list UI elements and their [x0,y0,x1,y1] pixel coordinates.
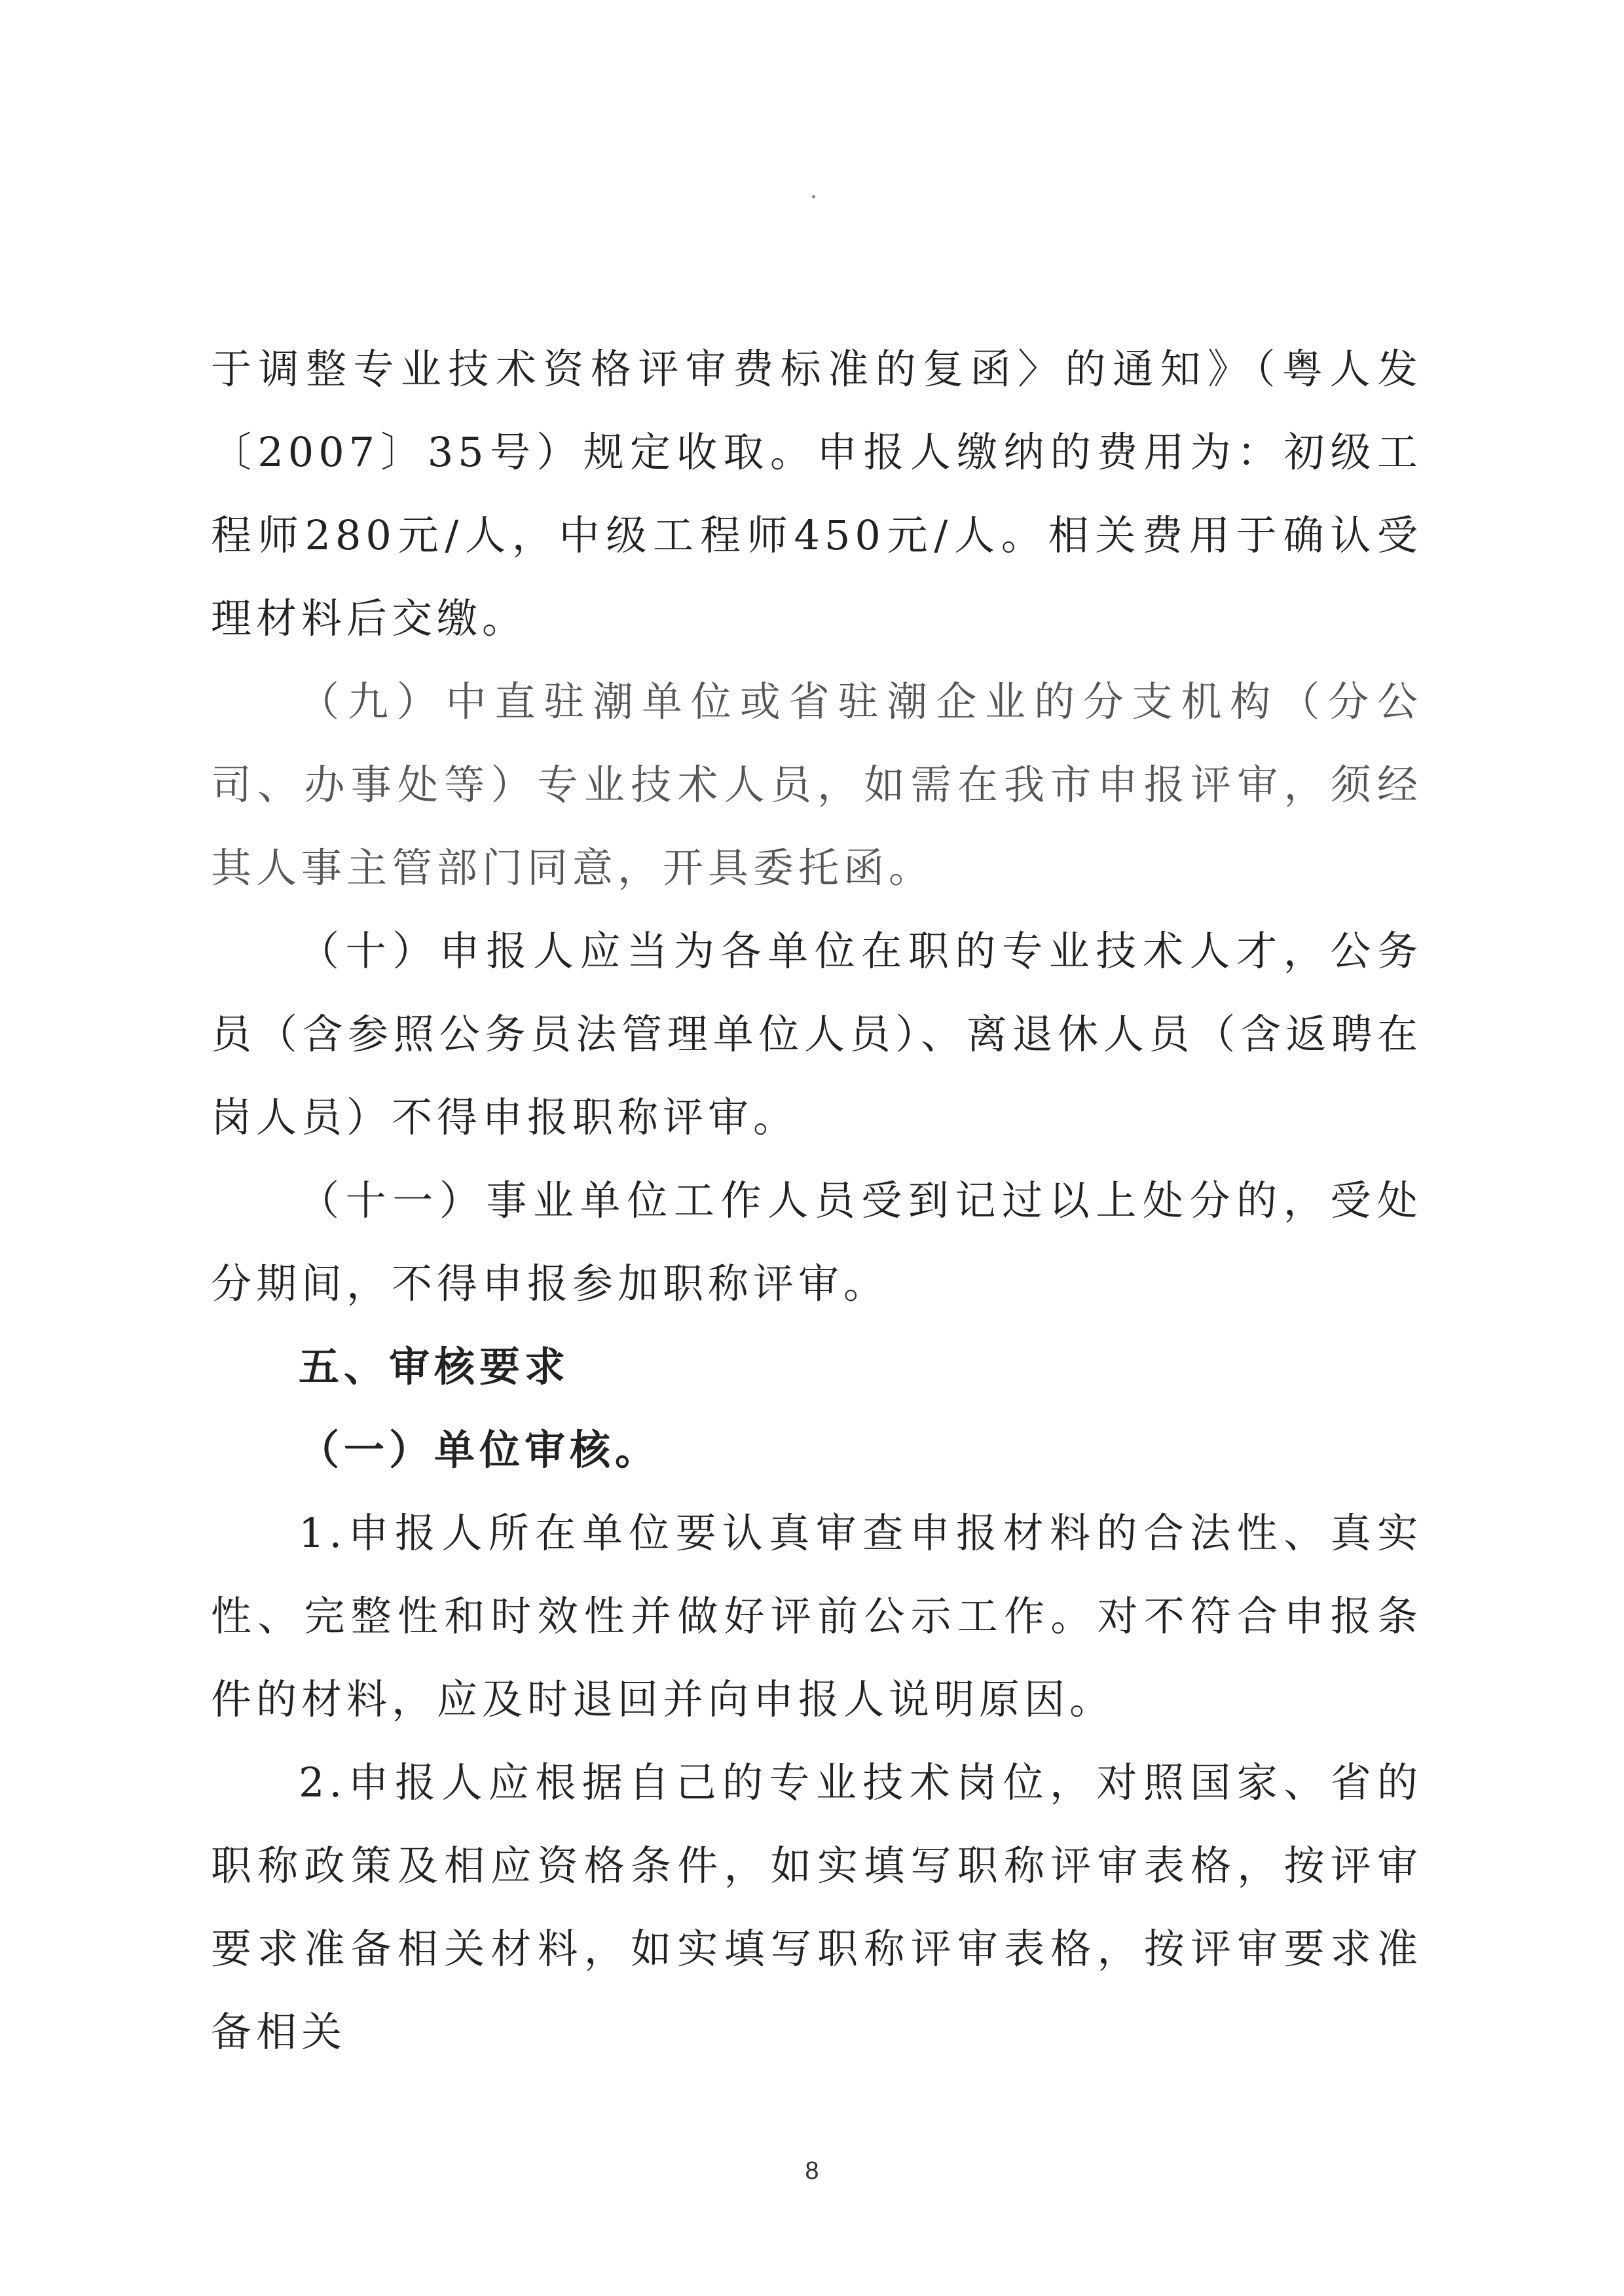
paragraph-point-2: 2.申报人应根据自己的专业技术岗位，对照国家、省的职称政策及相应资格条件，如实填写职称评审表格，按评审要求准备相关材料，如实填写职称评审表格，按评审要求准备相关 [211,1758,1422,2056]
subsection-heading-unit-review: （一）单位审核。 [299,1426,661,1474]
document-body [211,327,1422,2073]
paragraph-item-10: （十）申报人应当为各单位在职的专业技术人才，公务员（含参照公务员法管理单位人员）、离退休人员（含返聘在岗人员）不得申报职称评审。 [211,927,1422,1141]
scan-speck [812,195,815,198]
section-heading-review-requirements: 五、审核要求 [299,1343,570,1391]
paragraph-fee-standard: 于调整专业技术资格评审费标准的复函〉的通知》（粤人发〔2007〕35号）规定收取。申报人缴纳的费用为：初级工程师280元/人，中级工程师450元/人。相关费用于确认受理材料后交缴。 [211,345,1422,642]
paragraph-point-1: 1.申报人所在单位要认真审查申报材料的合法性、真实性、完整性和时效性并做好评前公示工作。对不符合申报条件的材料，应及时退回并向申报人说明原因。 [211,1509,1422,1723]
page-number: 8 [805,2157,819,2185]
paragraph-item-9: （九）中直驻潮单位或省驻潮企业的分支机构（分公司、办事处等）专业技术人员，如需在我市申报评审，须经其人事主管部门同意，开具委托函。 [211,678,1422,892]
paragraph-item-11: （十一）事业单位工作人员受到记过以上处分的，受处分期间，不得申报参加职称评审。 [211,1176,1422,1307]
